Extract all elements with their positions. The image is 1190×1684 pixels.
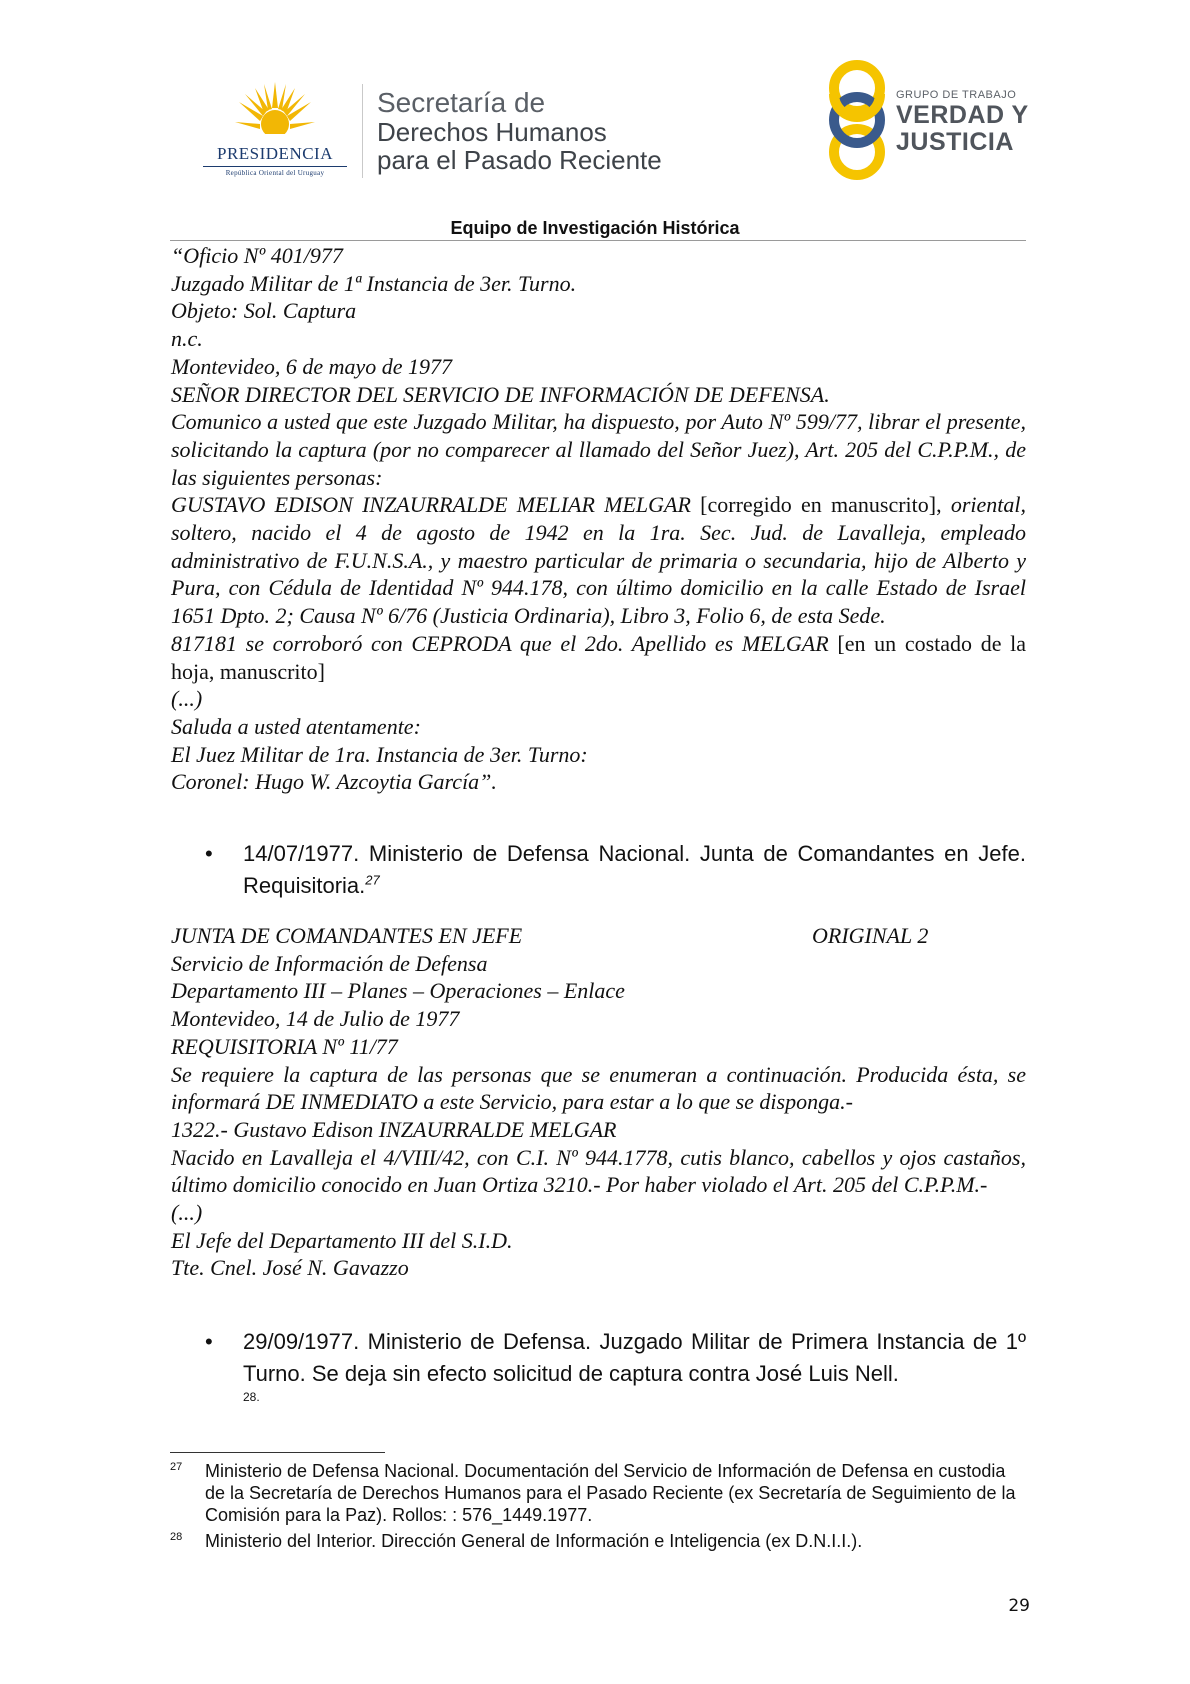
person-details: oriental, soltero, nacido el 4 de agosto de 1942 en la 1ra. Sec. Jud. de Lavalleja, empleado administrativo de F.U.N.S.A., y maestro particular de primaria o secundaria, hijo de Alberto y Pura, con Cédula de Identidad Nº 944.178, con último domicilio en la calle Estado de Israel 1651 Dpto. 2; Causa Nº 6/76 (Justicia Ordinaria), Libro 3, Folio 6, de esta Sede.: [171, 492, 1027, 629]
footnote-text: Ministerio de Defensa Nacional. Documentación del Servicio de Información de Defensa en custodia de la Secretaría de Derechos Humanos para el Pasado Reciente (ex Secretaría de Seguimiento de la Comisión para la Paz). Rollos: : 576_1449.1977.: [205, 1461, 1016, 1525]
bullet-icon: •: [205, 1329, 213, 1354]
sun-icon: [235, 82, 315, 142]
requisitoria-header-row: [171, 922, 1026, 950]
oficio-line: Objeto: Sol. Captura: [171, 298, 357, 324]
requisitoria-paragraph: Se requiere la captura de las personas que se enumeran a continuación. Producida ésta, se informará DE INMEDIATO a este Servicio, para estar a lo que se disponga.-: [171, 1061, 1026, 1115]
secretaria-title: [377, 88, 662, 174]
oficio-line: “Oficio Nº 401/977: [171, 243, 343, 268]
oficio-closing: Coronel: Hugo W. Azcoytia García”.: [171, 769, 497, 795]
justicia-label: JUSTICIA: [896, 128, 1014, 156]
oficio-quote: [171, 242, 1026, 796]
footnote-ref: 28.: [243, 1390, 260, 1404]
oficio-paragraph: Comunico a usted que este Juzgado Militar, ha dispuesto, por Auto Nº 599/77, librar el presente, solicitando la captura (por no comparecer al llamado del Señor Juez), Art. 205 del C.P.P.M., de las siguientes personas:: [171, 409, 1026, 490]
grupo-label: GRUPO DE TRABAJO: [896, 89, 1017, 101]
bullet-item-2: [205, 1326, 1026, 1406]
requisitoria-closing: Tte. Cnel. José N. Gavazzo: [171, 1255, 409, 1281]
requisitoria-closing: (...): [171, 1200, 203, 1226]
bullet-icon: •: [205, 841, 213, 866]
team-heading: Equipo de Investigación Histórica: [450, 218, 740, 238]
secretaria-line3: para el Pasado Reciente: [377, 145, 662, 175]
bullet-text-body: 29/09/1977. Ministerio de Defensa. Juzgado Militar de Primera Instancia de 1º Turno. Se deja sin efecto solicitud de captura contra José Luis Nell.: [243, 1329, 1026, 1386]
requisitoria-line: REQUISITORIA Nº 11/77: [171, 1033, 398, 1059]
requisitoria-left-header: JUNTA DE COMANDANTES EN JEFE: [171, 923, 523, 948]
oficio-ceproda-paragraph: [171, 630, 1026, 685]
oficio-line: Juzgado Militar de 1ª Instancia de 3er. Turno.: [171, 270, 577, 296]
verdad-justicia-text: [896, 88, 1029, 156]
manuscript-note: [corregido en manuscrito],: [700, 492, 942, 518]
oficio-person-paragraph: [171, 491, 1026, 630]
presidencia-word: PRESIDENCIA: [216, 144, 333, 163]
manuscript-margin-note: [en un costado de la hoja, manuscrito]: [171, 630, 1027, 684]
requisitoria-quote: [171, 922, 1026, 1282]
oficio-line: Montevideo, 6 de mayo de 1977: [171, 353, 453, 379]
requisitoria-details: Nacido en Lavalleja el 4/VIII/42, con C.I. Nº 944.1778, cutis blanco, cabellos y ojos castaños, último domicilio conocido en Juan Ortiza 3210.- Por haber violado el Art. 205 del C.P.P.M.-: [171, 1144, 1026, 1198]
header-rule: [170, 240, 1026, 241]
requisitoria-line: Servicio de Información de Defensa: [171, 950, 488, 976]
bullet-text: [243, 1326, 1026, 1406]
logo-divider: [362, 84, 363, 178]
ceproda-note: 817181 se corroboró con CEPRODA que el 2do. Apellido es MELGAR: [171, 630, 829, 656]
requisitoria-closing: El Jefe del Departamento III del S.I.D.: [171, 1227, 513, 1253]
footnote-rule: [170, 1452, 385, 1453]
bullet-text-body: 14/07/1977. Ministerio de Defensa Nacional. Junta de Comandantes en Jefe. Requisitoria.: [243, 841, 1026, 898]
verdad-justicia-logo: [820, 58, 1030, 182]
person-name: GUSTAVO EDISON INZAURRALDE MELIAR MELGAR: [171, 492, 691, 518]
oficio-line: n.c.: [171, 326, 203, 352]
footnote-text: Ministerio del Interior. Dirección General de Información e Inteligencia (ex D.N.I.I.).: [205, 1531, 863, 1551]
presidencia-logo: [195, 82, 355, 182]
oficio-closing: Saluda a usted atentamente:: [171, 713, 421, 739]
requisitoria-line: Montevideo, 14 de Julio de 1977: [171, 1006, 460, 1032]
page-number: 29: [1008, 1596, 1030, 1616]
footnote-number: 28: [170, 1531, 183, 1543]
rings-icon: [820, 58, 894, 182]
footnote-ref: 27: [365, 872, 380, 888]
footnote-27: [170, 1460, 1026, 1526]
oficio-closing: El Juez Militar de 1ra. Instancia de 3er. Turno:: [171, 741, 588, 767]
footnote-number: 27: [170, 1461, 183, 1473]
requisitoria-person: 1322.- Gustavo Edison INZAURRALDE MELGAR: [171, 1116, 617, 1142]
presidencia-rule: [203, 166, 347, 167]
verdad-label: VERDAD Y: [896, 101, 1029, 129]
bullet-text: [243, 838, 1026, 902]
secretaria-line1: Secretaría de: [377, 87, 546, 118]
requisitoria-line: Departamento III – Planes – Operaciones – Enlace: [171, 978, 625, 1004]
footnote-28: [170, 1530, 1026, 1552]
oficio-closing: (...): [171, 686, 203, 712]
presidencia-subtitle: República Oriental del Uruguay: [225, 169, 325, 177]
oficio-line: SEÑOR DIRECTOR DEL SERVICIO DE INFORMACIÓN DE DEFENSA.: [171, 381, 830, 407]
requisitoria-right-header: ORIGINAL 2: [812, 923, 929, 948]
bullet-item-1: [205, 838, 1026, 902]
secretaria-line2: Derechos Humanos: [377, 117, 607, 147]
